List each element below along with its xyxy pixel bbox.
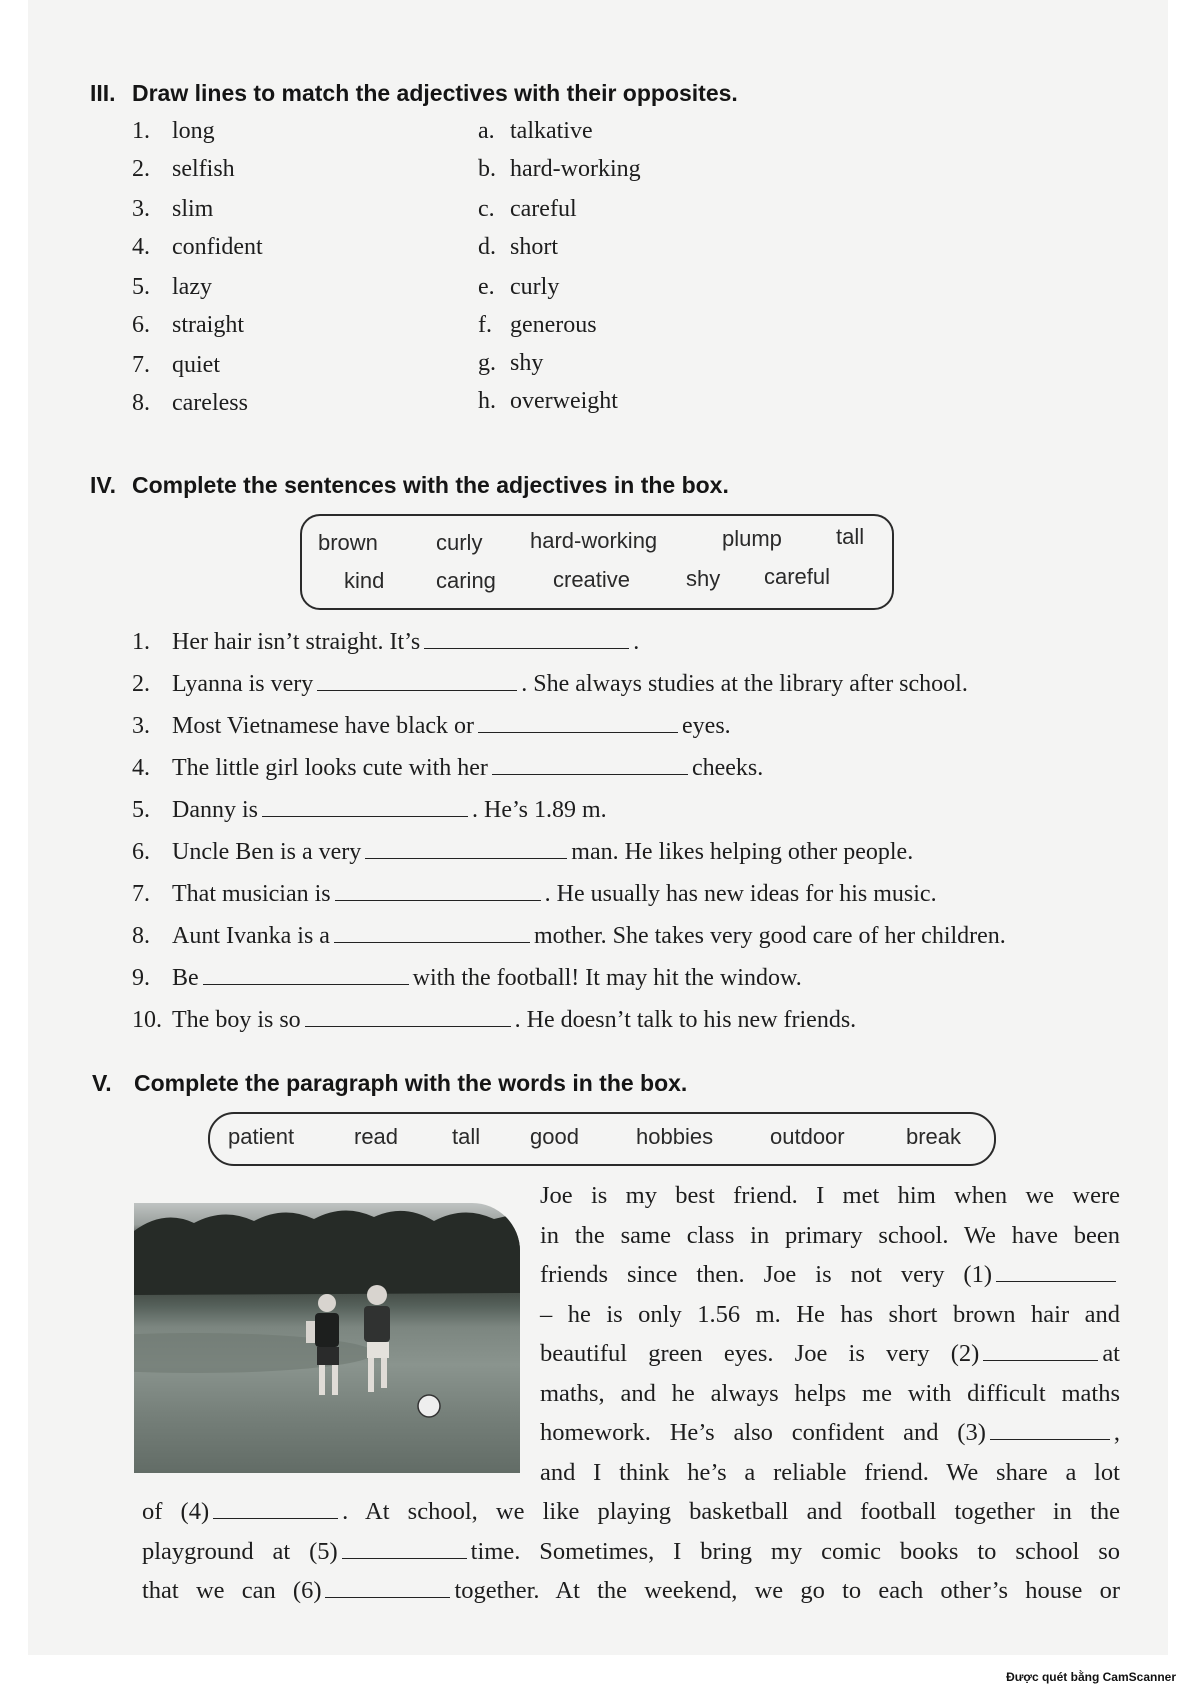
sentence-before: Be [172, 965, 199, 991]
match-right-item[interactable] [478, 350, 543, 377]
item-word: confident [172, 234, 263, 260]
item-word: quiet [172, 352, 220, 378]
word-box-item: break [906, 1124, 962, 1149]
sentence-item [132, 628, 639, 656]
paragraph-line [540, 1453, 1120, 1493]
sentence-item [132, 754, 763, 782]
item-word: short [510, 234, 558, 260]
section-3-heading: III. Draw lines to match the adjectives with their opposites. [90, 80, 738, 106]
item-word: straight [172, 312, 244, 338]
sentence-item [132, 796, 607, 824]
sentence-item [132, 838, 913, 866]
match-right-item[interactable] [478, 234, 558, 261]
paragraph-blank[interactable] [996, 1261, 1116, 1282]
item-word: careful [510, 196, 577, 222]
match-left-item[interactable] [132, 274, 212, 301]
item-number: 1. [132, 118, 150, 144]
football-scene-illustration [134, 1203, 520, 1473]
paragraph-text: beautiful green eyes. Joe is very (2) [540, 1340, 980, 1367]
word-box-item: tall [836, 524, 865, 549]
sentence-before: Aunt Ivanka is a [172, 923, 330, 949]
item-letter: g. [478, 350, 496, 376]
sentence-before: That musician is [172, 881, 331, 907]
boys-playing-football-photo [134, 1203, 520, 1473]
scanner-footer: Được quét bằng CamScanner [1006, 1670, 1176, 1684]
sentence-after: . He doesn’t talk to his new friends. [514, 1007, 857, 1033]
paragraph-text: that we can (6) [142, 1577, 322, 1604]
item-word: talkative [510, 118, 593, 144]
sentence-number: 10. [132, 1007, 162, 1033]
sentence-before: Most Vietnamese have black or [172, 713, 475, 739]
item-number: 8. [132, 390, 150, 416]
item-word: generous [510, 312, 597, 338]
paragraph-text: in the same class in primary school. We have been [540, 1221, 1120, 1249]
sentence-after: eyes. [682, 713, 731, 739]
paragraph-text: playground at (5) [142, 1537, 338, 1565]
item-word: curly [510, 274, 560, 300]
item-letter: h. [478, 388, 496, 414]
match-right-item[interactable] [478, 196, 577, 223]
paragraph-text: maths, and he always helps me with difficult maths [540, 1379, 1120, 1407]
word-box-item: careful [764, 564, 831, 589]
item-number: 2. [132, 156, 150, 182]
paragraph-blank[interactable] [342, 1538, 467, 1559]
sentence-before: Lyanna is very [172, 671, 314, 697]
answer-blank[interactable] [365, 838, 567, 859]
paragraph-text: , [1113, 1419, 1120, 1446]
item-word: lazy [172, 274, 212, 300]
paragraph-line [540, 1295, 1120, 1335]
sentence-before: Danny is [172, 797, 258, 823]
word-box-item: shy [686, 566, 721, 591]
word-box-item: kind [344, 568, 385, 593]
sentence-number: 5. [132, 797, 150, 823]
sentence-number: 7. [132, 881, 150, 907]
word-box-item: outdoor [770, 1124, 845, 1149]
paragraph-line [142, 1492, 1120, 1532]
match-left-item[interactable] [132, 312, 244, 339]
sentence-number: 8. [132, 923, 150, 949]
word-box-item: good [530, 1124, 579, 1149]
word-box-item: hard-working [530, 528, 658, 553]
item-letter: c. [478, 196, 495, 222]
sentence-number: 3. [132, 713, 150, 739]
item-number: 4. [132, 234, 150, 260]
word-box-item: plump [722, 526, 782, 551]
word-box-item: patient [228, 1124, 295, 1149]
sentence-item [132, 964, 802, 992]
paragraph-blank[interactable] [983, 1340, 1098, 1361]
paragraph-text: . At school, we like playing basketball and football together in the [342, 1498, 1120, 1525]
item-letter: f. [478, 312, 492, 338]
word-box-item: creative [553, 567, 631, 592]
paragraph-line [142, 1571, 1120, 1611]
word-box-item: hobbies [636, 1124, 714, 1149]
paragraph-line [142, 1532, 1120, 1572]
sentence-after: . [633, 629, 640, 655]
boy-right-figure [364, 1285, 390, 1392]
item-number: 6. [132, 312, 150, 338]
match-right-item[interactable] [478, 156, 641, 183]
item-word: careless [172, 390, 248, 416]
sentence-item [132, 1006, 856, 1034]
paragraph-line [540, 1334, 1120, 1374]
word-box-item: read [354, 1124, 399, 1149]
paragraph-blank[interactable] [325, 1577, 450, 1598]
paragraph-line [540, 1216, 1120, 1256]
answer-blank[interactable] [317, 670, 517, 691]
sentence-number: 2. [132, 671, 150, 697]
answer-blank[interactable] [203, 964, 409, 985]
paragraph-text: Joe is my best friend. I met him when we were [540, 1182, 1120, 1209]
paragraph-blank[interactable] [213, 1498, 338, 1519]
answer-blank[interactable] [424, 628, 629, 649]
paragraph-text: together. At the weekend, we go to each other’s house or [454, 1577, 1120, 1604]
answer-blank[interactable] [305, 1006, 511, 1027]
sentence-before: Uncle Ben is a very [172, 839, 362, 865]
paragraph-line [540, 1413, 1120, 1453]
match-right-item[interactable] [478, 388, 618, 415]
item-word: slim [172, 196, 214, 222]
paragraph-line [540, 1374, 1120, 1414]
football [418, 1395, 440, 1417]
paragraph-line [540, 1255, 1120, 1295]
match-right-item[interactable] [478, 312, 597, 339]
match-left-item[interactable] [132, 156, 235, 183]
item-letter: a. [478, 118, 495, 144]
word-box-item: curly [436, 530, 483, 555]
sentence-before: Her hair isn’t straight. It’s [172, 629, 421, 655]
match-left-item[interactable] [132, 352, 220, 379]
paragraph-text: time. Sometimes, I bring my comic books to school so [470, 1537, 1120, 1565]
sentence-item [132, 670, 968, 698]
match-left-item[interactable] [132, 234, 263, 261]
section-4-heading: IV. Complete the sentences with the adjectives in the box. [90, 472, 729, 498]
word-box-item: brown [318, 530, 378, 555]
sentence-item [132, 712, 731, 740]
sentence-after: . He’s 1.89 m. [472, 797, 607, 823]
sentence-number: 1. [132, 629, 150, 655]
sentence-number: 6. [132, 839, 150, 865]
word-box-item: caring [436, 568, 496, 593]
item-word: selfish [172, 156, 235, 182]
item-word: hard-working [510, 156, 641, 182]
paragraph-text: – he is only 1.56 m. He has short brown hair and [540, 1300, 1120, 1328]
item-word: shy [510, 350, 544, 376]
paragraph-line [540, 1176, 1120, 1216]
sentence-after: man. He likes helping other people. [571, 839, 914, 865]
sentence-item [132, 880, 937, 908]
sentence-after: cheeks. [691, 755, 764, 781]
item-letter: e. [478, 274, 495, 300]
answer-blank[interactable] [478, 712, 678, 733]
item-letter: b. [478, 156, 496, 182]
sentence-after: with the football! It may hit the window. [412, 965, 802, 991]
answer-blank[interactable] [334, 922, 530, 943]
paragraph-text: homework. He’s also confident and (3) [540, 1419, 986, 1446]
match-left-item[interactable] [132, 196, 213, 223]
word-box-item: tall [452, 1124, 481, 1149]
answer-blank[interactable] [335, 880, 541, 901]
sentence-number: 9. [132, 965, 150, 991]
paragraph-blank[interactable] [990, 1419, 1110, 1440]
paragraph-text: at [1102, 1340, 1120, 1367]
paragraph-text: friends since then. Joe is not very (1) [540, 1261, 992, 1288]
match-right-item[interactable] [478, 118, 593, 145]
section-5-heading: V. Complete the paragraph with the words in the box. [92, 1070, 688, 1096]
item-number: 5. [132, 274, 150, 300]
item-number: 7. [132, 352, 150, 378]
sentence-after: . He usually has new ideas for his music. [544, 881, 937, 907]
sentence-item [132, 922, 1006, 950]
paragraph-word-box [208, 1112, 996, 1166]
item-word: overweight [510, 388, 618, 414]
sentence-number: 4. [132, 755, 150, 781]
item-letter: d. [478, 234, 496, 260]
sentence-after: . She always studies at the library after school. [521, 671, 968, 697]
item-word: long [172, 118, 215, 144]
item-number: 3. [132, 196, 150, 222]
sentence-after: mother. She takes very good care of her children. [533, 923, 1006, 949]
answer-blank[interactable] [262, 796, 468, 817]
sentence-before: The little girl looks cute with her [172, 755, 488, 781]
match-left-item[interactable] [132, 390, 248, 417]
match-right-item[interactable] [478, 274, 559, 301]
paragraph-text: and I think he’s a reliable friend. We share a lot [540, 1458, 1120, 1486]
paragraph-text: of (4) [142, 1498, 210, 1525]
answer-blank[interactable] [492, 754, 688, 775]
sentence-before: The boy is so [172, 1007, 301, 1033]
match-left-item[interactable] [132, 118, 215, 145]
